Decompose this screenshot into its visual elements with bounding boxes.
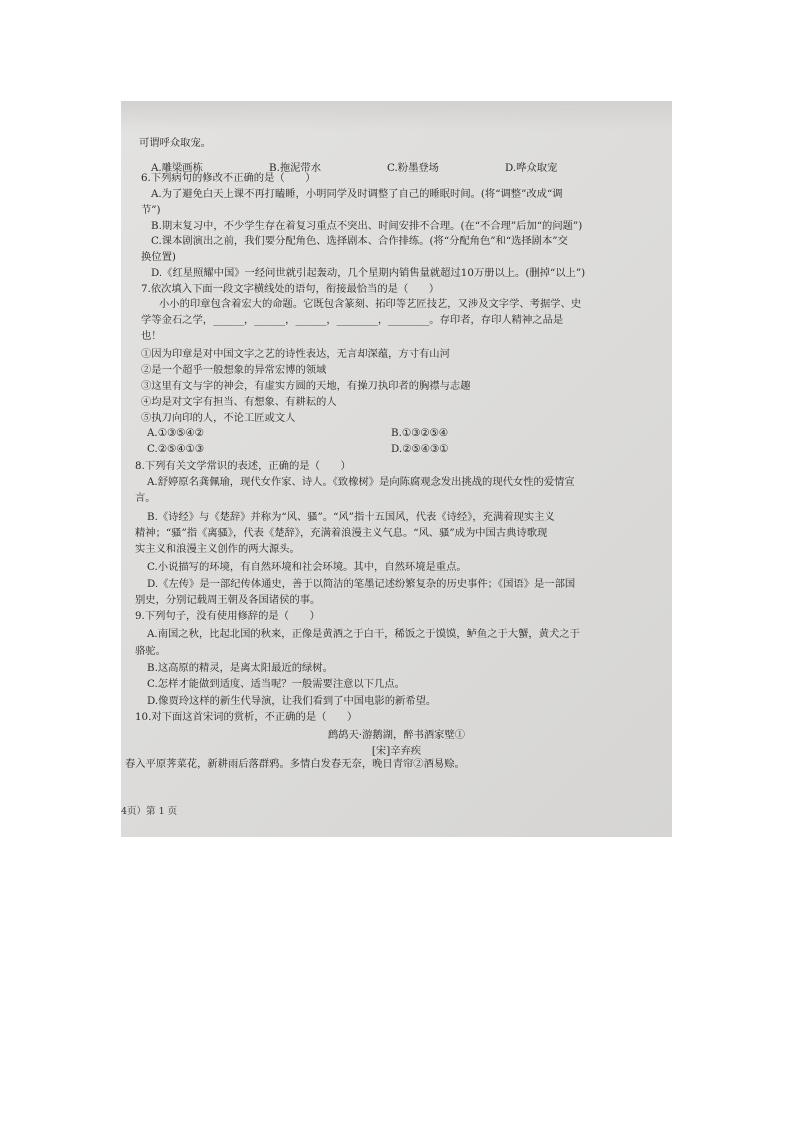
q9-a-line1: A.南国之秋，比起北国的秋来，正像是黄酒之于白干，稀饭之于馍馍，鲈鱼之于大蟹，黄犬之于	[147, 628, 580, 640]
poem-author: [宋]辛弃疾	[371, 745, 422, 757]
q6-b: B.期末复习中，不少学生存在着复习重点不突出、时间安排不合理。(在“不合理”后加“的问题”)	[151, 220, 583, 232]
q7-passage-line2: 学等金石之学，______，______，______，________，________。存印者，存印人精神之品是	[141, 314, 564, 326]
q8-c: C.小说描写的环境，有自然环境和社会环境。其中，自然环境是重点。	[147, 561, 467, 573]
q9-c: C.怎样才能做到适度、适当呢？一般需要注意以下几点。	[147, 678, 405, 690]
q6-a-line2: 节”)	[141, 204, 161, 216]
choice-b: B.拖泥带水	[269, 162, 322, 174]
q7-option-1: ①因为印章是对中国文字之艺的诗性表达，无言却深蕴，方寸有山河	[141, 348, 450, 360]
q8-a-line1: A.舒婷原名龚佩瑜，现代女作家、诗人。《致橡树》是向陈腐观念发出挑战的现代女性的爱情宣	[147, 476, 575, 488]
q8-b-line2: 精神；“骚”指《离骚》，代表《楚辞》，充满着浪漫主义气息。“风、骚”成为中国古典诗歌现	[135, 527, 548, 539]
q9-a-line2: 骆驼。	[135, 645, 166, 657]
text-line: 可谓呼众取宠。	[139, 137, 212, 149]
q8-b-line3: 实主义和浪漫主义创作的两大源头。	[135, 543, 300, 555]
q7-stem: 7.依次填入下面一段文字横线处的语句，衔接最恰当的是（ ）	[141, 283, 440, 295]
poem-line-1: 春入平原荠菜花，新耕雨后落群鸦。多情白发春无奈，晚日青帘②酒易赊。	[125, 758, 465, 770]
poem-title: 鹧鸪天·游鹅湖，醉书酒家壁①	[327, 729, 466, 741]
choice-d: D.哗众取宠	[505, 162, 558, 174]
q8-d-line1: D.《左传》是一部纪传体通史，善于以简洁的笔墨记述纷繁复杂的历史事件；《国语》是一部国	[147, 578, 576, 590]
q8-d-line2: 别史，分别记载周王朝及各国诸侯的事。	[135, 594, 321, 606]
q9-stem: 9.下列句子，没有使用修辞的是（ ）	[135, 610, 320, 622]
q7-passage-line1: 小小的印章包含着宏大的命题。它既包含篆刻、拓印等艺匠技艺，又涉及文字学、考据学、史	[159, 298, 582, 310]
q8-b-line1: B.《诗经》与《楚辞》并称为“风、骚”。“风”指十五国风，代表《诗经》，充满着现实主义	[147, 511, 555, 523]
q7-answer-d: D.②⑤④③①	[391, 443, 449, 455]
q6-c-line1: C.课本剧演出之前，我们要分配角色、选择剧本、合作排练。(将“分配角色”和“选择剧本”交	[151, 235, 568, 247]
choice-a: A.雕梁画栋	[151, 162, 203, 174]
q6-c-line2: 换位置)	[141, 251, 176, 263]
q6-a-line1: A.为了避免白天上课不再打瞌睡，小明同学及时调整了自己的睡眠时间。(将“调整”改成“调	[151, 188, 563, 200]
q6-d: D.《红星照耀中国》一经问世就引起轰动，几个星期内销售量就超过10万册以上。(删掉“以上”)	[151, 267, 586, 279]
q7-option-2: ②是一个超乎一般想象的异常宏博的领域	[141, 364, 327, 376]
q8-a-line2: 言。	[135, 492, 156, 504]
q8-stem: 8.下列有关文学常识的表述，正确的是（ ）	[135, 460, 351, 472]
q6-stem: 6.下列病句的修改不正确的是（ ）	[141, 172, 316, 184]
q7-option-4: ④均是对文字有担当、有想象、有耕耘的人	[141, 396, 337, 408]
page-footer: 4页）第 1 页	[121, 806, 178, 817]
q7-option-3: ③这里有文与字的神会，有虚实方圆的天地，有操刀执印者的胸襟与志趣	[141, 380, 471, 392]
q7-option-5: ⑤执刀向印的人，不论工匠或文人	[141, 412, 296, 424]
q9-b: B.这高原的精灵，是离太阳最近的绿树。	[147, 662, 333, 674]
q7-passage-line3: 也！	[141, 330, 162, 342]
q7-answer-a: A.①③⑤④②	[147, 427, 204, 439]
q7-answer-c: C.②⑤④①③	[147, 443, 204, 455]
q9-d: D.像贾玲这样的新生代导演，让我们看到了中国电影的新希望。	[147, 695, 437, 707]
choice-c: C.粉墨登场	[387, 162, 439, 174]
q10-stem: 10.对下面这首宋词的赏析，不正确的是（ ）	[135, 711, 358, 723]
photographed-exam-page	[121, 101, 672, 837]
q7-answer-b: B.①③②⑤④	[391, 427, 448, 439]
